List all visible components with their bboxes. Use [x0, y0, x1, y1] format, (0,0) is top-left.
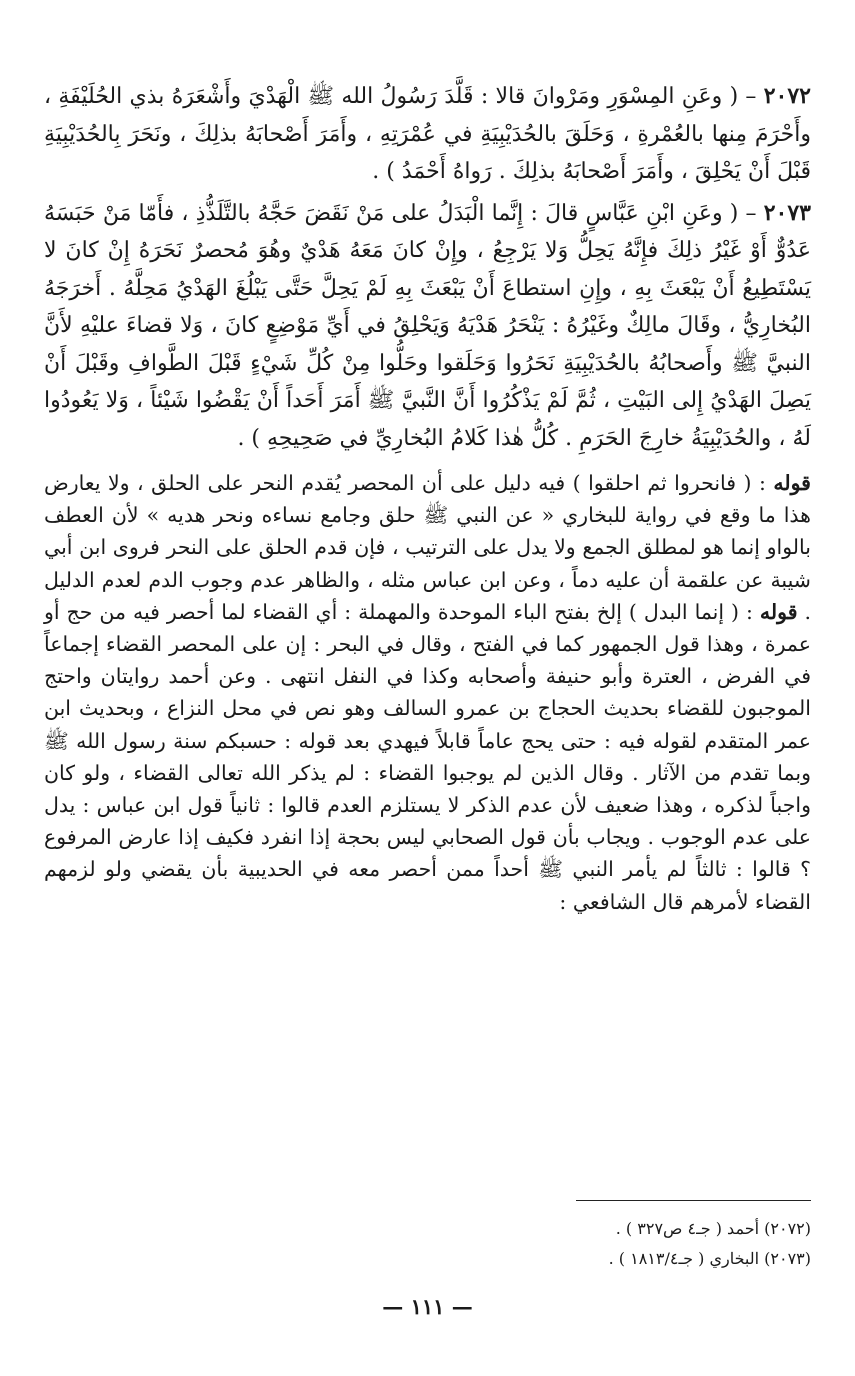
hadith-2073	[44, 195, 811, 458]
footnote-divider	[576, 1200, 811, 1201]
hadith-text: – ( وعَنِ المِسْوَرِ ومَرْوانَ قالا : قَلَّدَ رَسُولُ الله ﷺ الْهَدْيَ وأَشْعَرَهُ بذي الحُلَيْفَةِ ، وأَحْرَمَ مِنها بالعُمْرةِ ، وَحَلَقَ بالحُدَيْبِيَةِ في عُمْرَتِهِ ، وأَمَرَ أَصْحابَهُ بذلِكَ ، ونَحَرَ بِالحُدَيْبِيَةِ قَبْلَ أَنْ يَحْلِقَ ، وأَمَرَ أَصْحابَهُ بذلِكَ . رَواهُ أَحْمَدُ ) .	[44, 84, 811, 184]
commentary-text: : ( فانحروا ثم احلقوا ) فيه دليل على أن المحصر يُقدم النحر على الحلق ، ولا يعارض هذا ما وقع في رواية للبخاري « عن النبي ﷺ حلق وجامع نساءه ونحر هديه » لأن العطف بالواو إنما هو لمطلق الجمع ولا يدل على الترتيب ، فإن قدم الحلق على النحر فروى ابن أبي شيبة عن علقمة أن عليه دماً ، وعن ابن عباس مثله ، والظاهر عدم وجوب الدم لعدم الدليل .	[44, 471, 811, 624]
hadith-text: – ( وعَنِ ابْنِ عَبَّاسٍ قالَ : إِنَّما الْبَدَلُ على مَنْ نَقَضَ حَجَّهُ بالتَّلَذُّذِ ، فأَمّا مَنْ حَبَسَهُ عَدُوٌّ أَوْ غَيْرُ ذلِكَ فإِنَّهُ يَحِلُّ وَلا يَرْجِعُ ، وإِنْ كانَ مَعَهُ هَدْيٌ وهُوَ مُحصرٌ نَحَرَهُ إِنْ كانَ لا يَسْتَطِيعُ أَنْ يَبْعَثَ بِهِ ، وإِنِ استطاعَ أَنْ يَبْعَثَ بِهِ لَمْ يَحِلَّ حَتَّى يَبْلُغَ الهَدْيُ مَحِلَّهُ . أَخرَجَهُ البُخارِيُّ ، وقَالَ مالِكٌ وغَيْرُهُ : يَنْحَرُ هَدْيَهُ وَيَحْلِقُ في أَيِّ مَوْضِعٍ كانَ ، وَلا قضاءَ عليْهِ لأَنَّ النبيَّ ﷺ وأَصحابُهُ بالحُدَيْبِيَةِ نَحَرُوا وَحَلَقوا وحَلُّوا مِنْ كُلِّ شَيْءٍ قَبْلَ الطَّوافِ وقَبْلَ أَنْ يَصِلَ الهَدْيُ إِلى البَيْتِ ، ثُمَّ لَمْ يَذْكُرُوا أَنَّ النَّبيَّ ﷺ أَمَرَ أَحَداً أَنْ يَقْضُوا شَيْئاً ، وَلا يَعُودُوا لَهُ ، والحُدَيْبِيَةُ خارِجَ الحَرَمِ . كُلُّ هٰذا كَلامُ البُخارِيِّ في صَحِيحِهِ ) .	[44, 200, 811, 451]
footnote-2073: (٢٠٧٣) البخاري ( جـ١٨١٣/٤ ) .	[608, 1249, 811, 1268]
footnote-2072: (٢٠٧٢) أحمد ( جـ٤ ص٣٢٧ ) .	[615, 1219, 811, 1238]
footnotes	[44, 1214, 811, 1274]
page-number: — ١١١ —	[382, 1294, 473, 1319]
hadith-2072	[44, 78, 811, 191]
commentary-label: قوله	[773, 471, 811, 495]
commentary-label: قوله	[759, 599, 798, 624]
commentary-text: : ( إنما البدل ) إلخ بفتح الباء الموحدة والمهملة : أي القضاء لما أحصر فيه من حج أو عمرة ، وهذا قول الجمهور كما في الفتح ، وقال في البحر : إن على المحصر القضاء إجماعاً في الفرض ، العترة وأبو حنيفة وأصحابه وكذا في النفل انتهى . وعن أحمد روايتان واحتج الموجبون للقضاء بحديث الحجاج بن عمرو السالف وهو نص في محل النزاع ، وبحديث ابن عمر المتقدم لقوله فيه : حتى يحج عاماً قابلاً فيهدي بعد قوله : حسبكم سنة رسول الله ﷺ وبما تقدم من الآثار . وقال الذين لم يوجبوا القضاء : لم يذكر الله تعالى القضاء ، ولو كان واجباً لذكره ، وهذا ضعيف لأن عدم الذكر لا يستلزم العدم قالوا : ثانياً قول ابن عباس : يدل على عدم الوجوب . ويجاب بأن قول الصحابي ليس بحجة إذا انفرد فكيف إذا عارض المرفوع ؟ قالوا : ثالثاً لم يأمر النبي ﷺ أحداً ممن أحصر معه في الحديبية بأن يقضي ولو لزمهم القضاء لأمرهم قال الشافعي :	[44, 599, 811, 914]
commentary	[44, 467, 811, 918]
hadith-number: ٢٠٧٣	[763, 199, 811, 226]
hadith-number: ٢٠٧٢	[763, 83, 811, 109]
